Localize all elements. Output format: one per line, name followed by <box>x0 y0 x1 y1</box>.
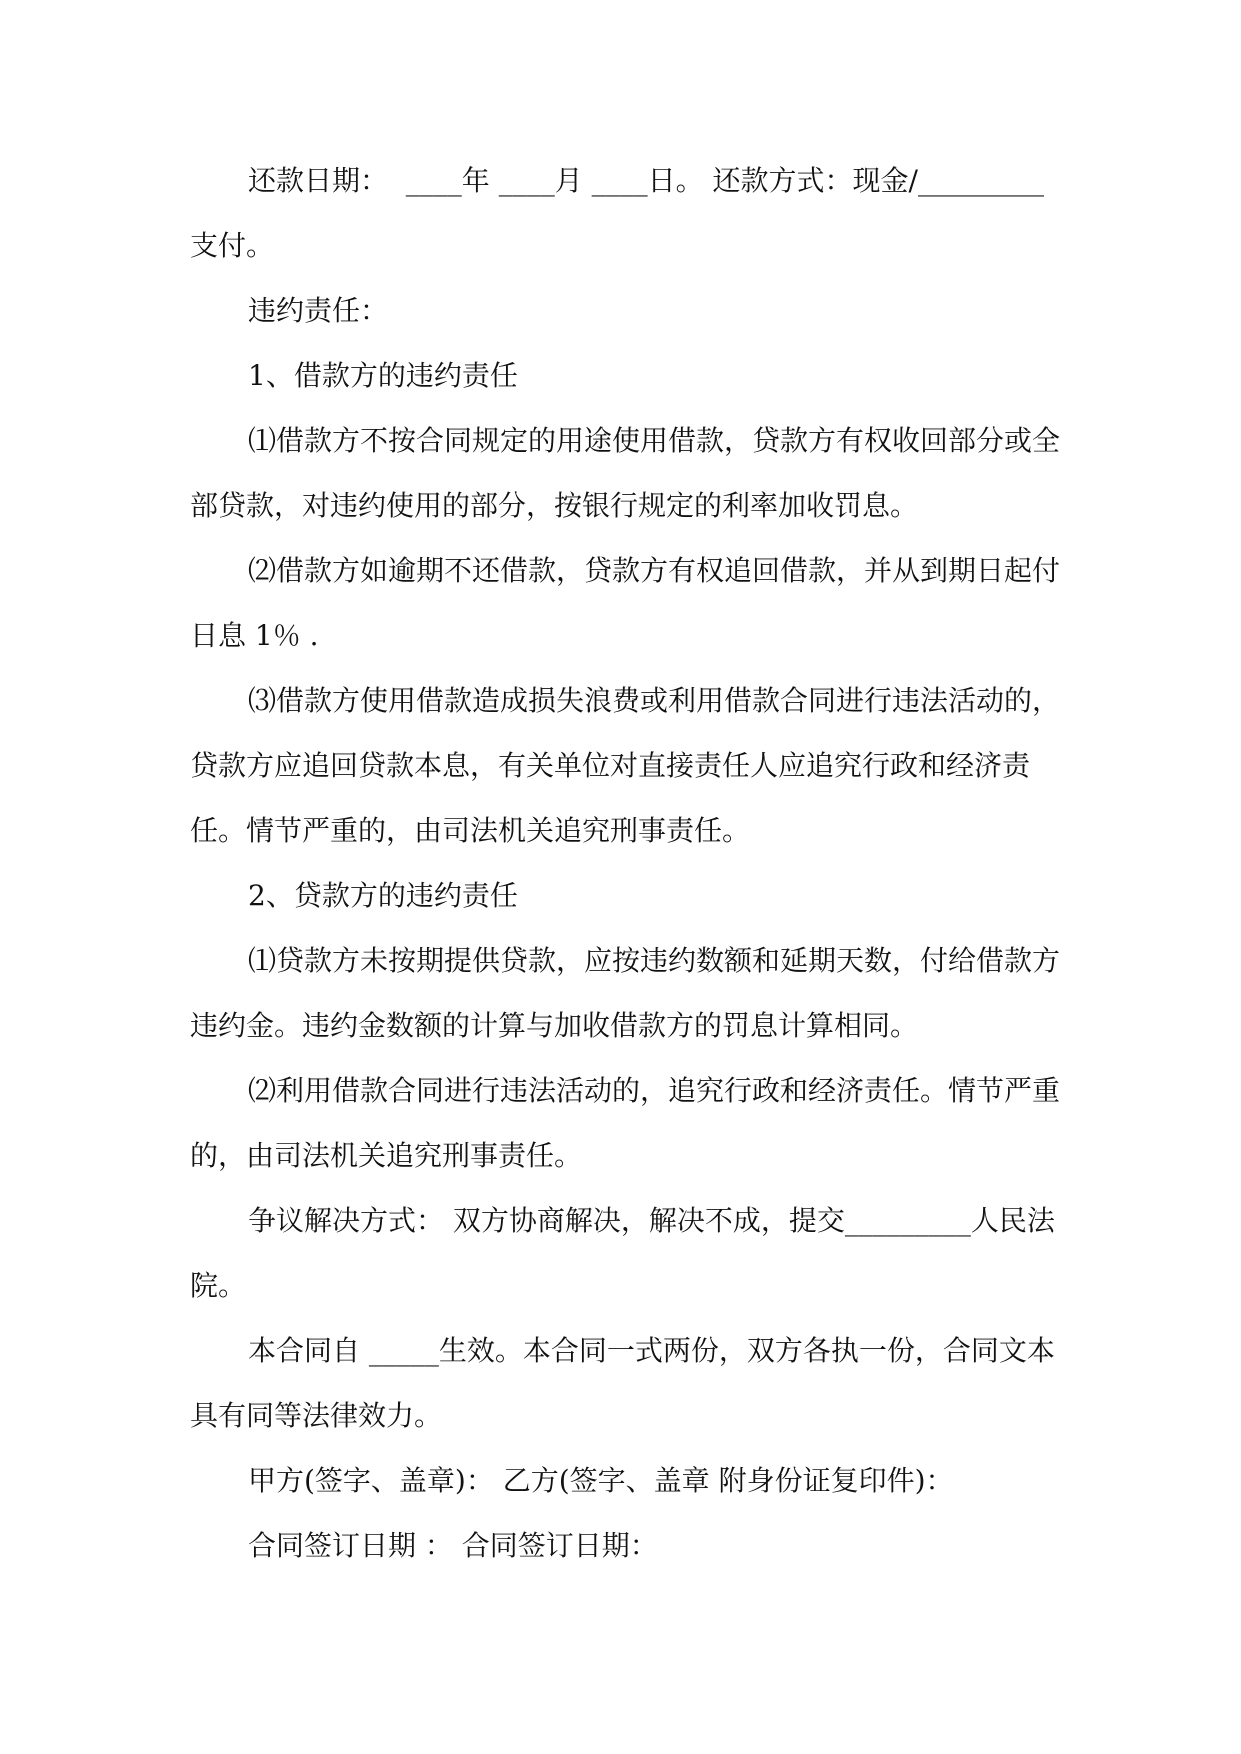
signing-date-line: 合同签订日期 ： 合同签订日期： <box>248 1529 658 1562</box>
effectiveness-paragraph: 本合同自 _____生效。本合同一式两份，双方各执一份，合同文本具有同等法律效力。 <box>190 1334 1055 1432</box>
borrower-clause-2: ⑵借款方如逾期不还借款，贷款方有权追回借款，并从到期日起付日息 1％ . <box>190 554 1061 652</box>
lender-clause-1: ⑴贷款方未按期提供贷款，应按违约数额和延期天数，付给借款方违约金。违约金数额的计算与加收借款方的罚息计算相同。 <box>190 944 1061 1042</box>
lender-liability-heading: 2、贷款方的违约责任 <box>248 879 518 912</box>
borrower-clause-3: ⑶借款方使用借款造成损失浪费或利用借款合同进行违法活动的，贷款方应追回贷款本息，有关单位对直接责任人应追究行政和经济责任。情节严重的，由司法机关追究刑事责任。 <box>190 684 1061 847</box>
borrower-clause-1: ⑴借款方不按合同规定的用途使用借款，贷款方有权收回部分或全部贷款，对违约使用的部分，按银行规定的利率加收罚息。 <box>190 424 1061 522</box>
borrower-liability-heading: 1、借款方的违约责任 <box>248 359 518 392</box>
lender-clause-2: ⑵利用借款合同进行违法活动的，追究行政和经济责任。情节严重的，由司法机关追究刑事责任。 <box>190 1074 1061 1172</box>
repayment-terms-paragraph: 还款日期： ____年 ____月 ____日。 还款方式：现金/_________支付。 <box>190 164 1044 262</box>
dispute-resolution-paragraph: 争议解决方式： 双方协商解决，解决不成，提交_________人民法院。 <box>190 1204 1055 1302</box>
signature-parties-line: 甲方(签字、盖章)： 乙方(签字、盖章 附身份证复印件)： <box>248 1464 954 1497</box>
document-body <box>190 148 1060 1578</box>
liability-heading: 违约责任： <box>248 294 389 327</box>
